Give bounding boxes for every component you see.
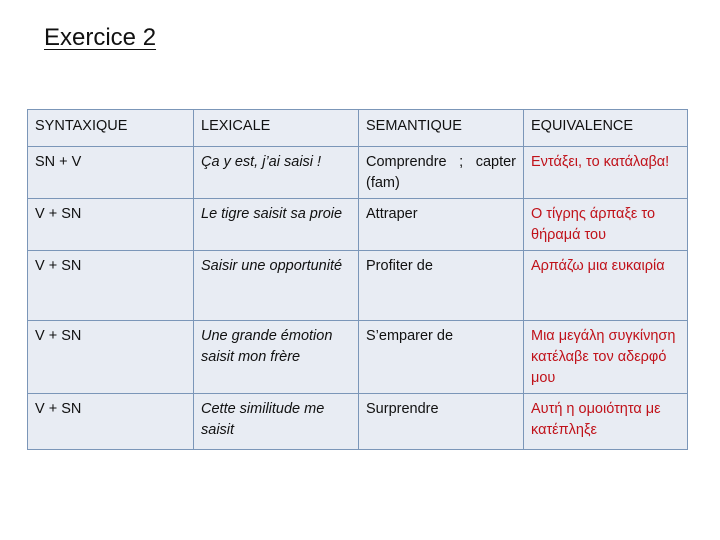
table-row	[28, 147, 688, 199]
header-syntaxique: SYNTAXIQUE	[28, 110, 194, 147]
table-row	[28, 321, 688, 394]
exercise-table	[27, 109, 688, 450]
page-title: Exercice 2	[44, 24, 157, 51]
cell-equivalence: Εντάξει, το κατάλαβα!	[524, 147, 688, 199]
cell-equivalence: Αρπάζω μια ευκαιρία	[524, 251, 688, 321]
header-equivalence: EQUIVALENCE	[524, 110, 688, 147]
cell-semantique: Surprendre	[359, 394, 524, 450]
header-semantique: SEMANTIQUE	[359, 110, 524, 147]
cell-lexicale: Saisir une opportunité	[194, 251, 359, 321]
table-header-row	[28, 110, 688, 147]
table-row	[28, 251, 688, 321]
cell-semantique: Comprendre ; capter (fam)	[359, 147, 524, 199]
cell-lexicale: Une grande émotion saisit mon frère	[194, 321, 359, 394]
cell-lexicale: Le tigre saisit sa proie	[194, 199, 359, 251]
header-lexicale: LEXICALE	[194, 110, 359, 147]
cell-equivalence: Ο τίγρης άρπαξε το θήραμά του	[524, 199, 688, 251]
table-row	[28, 199, 688, 251]
cell-semantique: S’emparer de	[359, 321, 524, 394]
cell-semantique: Attraper	[359, 199, 524, 251]
cell-lexicale: Cette similitude me saisit	[194, 394, 359, 450]
cell-syntaxique: V + SN	[28, 394, 194, 450]
cell-equivalence: Μια μεγάλη συγκίνηση κατέλαβε τον αδερφό μου	[524, 321, 688, 394]
cell-lexicale: Ça y est, j’ai saisi !	[194, 147, 359, 199]
table-row	[28, 394, 688, 450]
cell-syntaxique: SN + V	[28, 147, 194, 199]
cell-syntaxique: V + SN	[28, 251, 194, 321]
cell-semantique: Profiter de	[359, 251, 524, 321]
cell-syntaxique: V + SN	[28, 199, 194, 251]
cell-equivalence: Αυτή η ομοιότητα με κατέπληξε	[524, 394, 688, 450]
cell-syntaxique: V + SN	[28, 321, 194, 394]
